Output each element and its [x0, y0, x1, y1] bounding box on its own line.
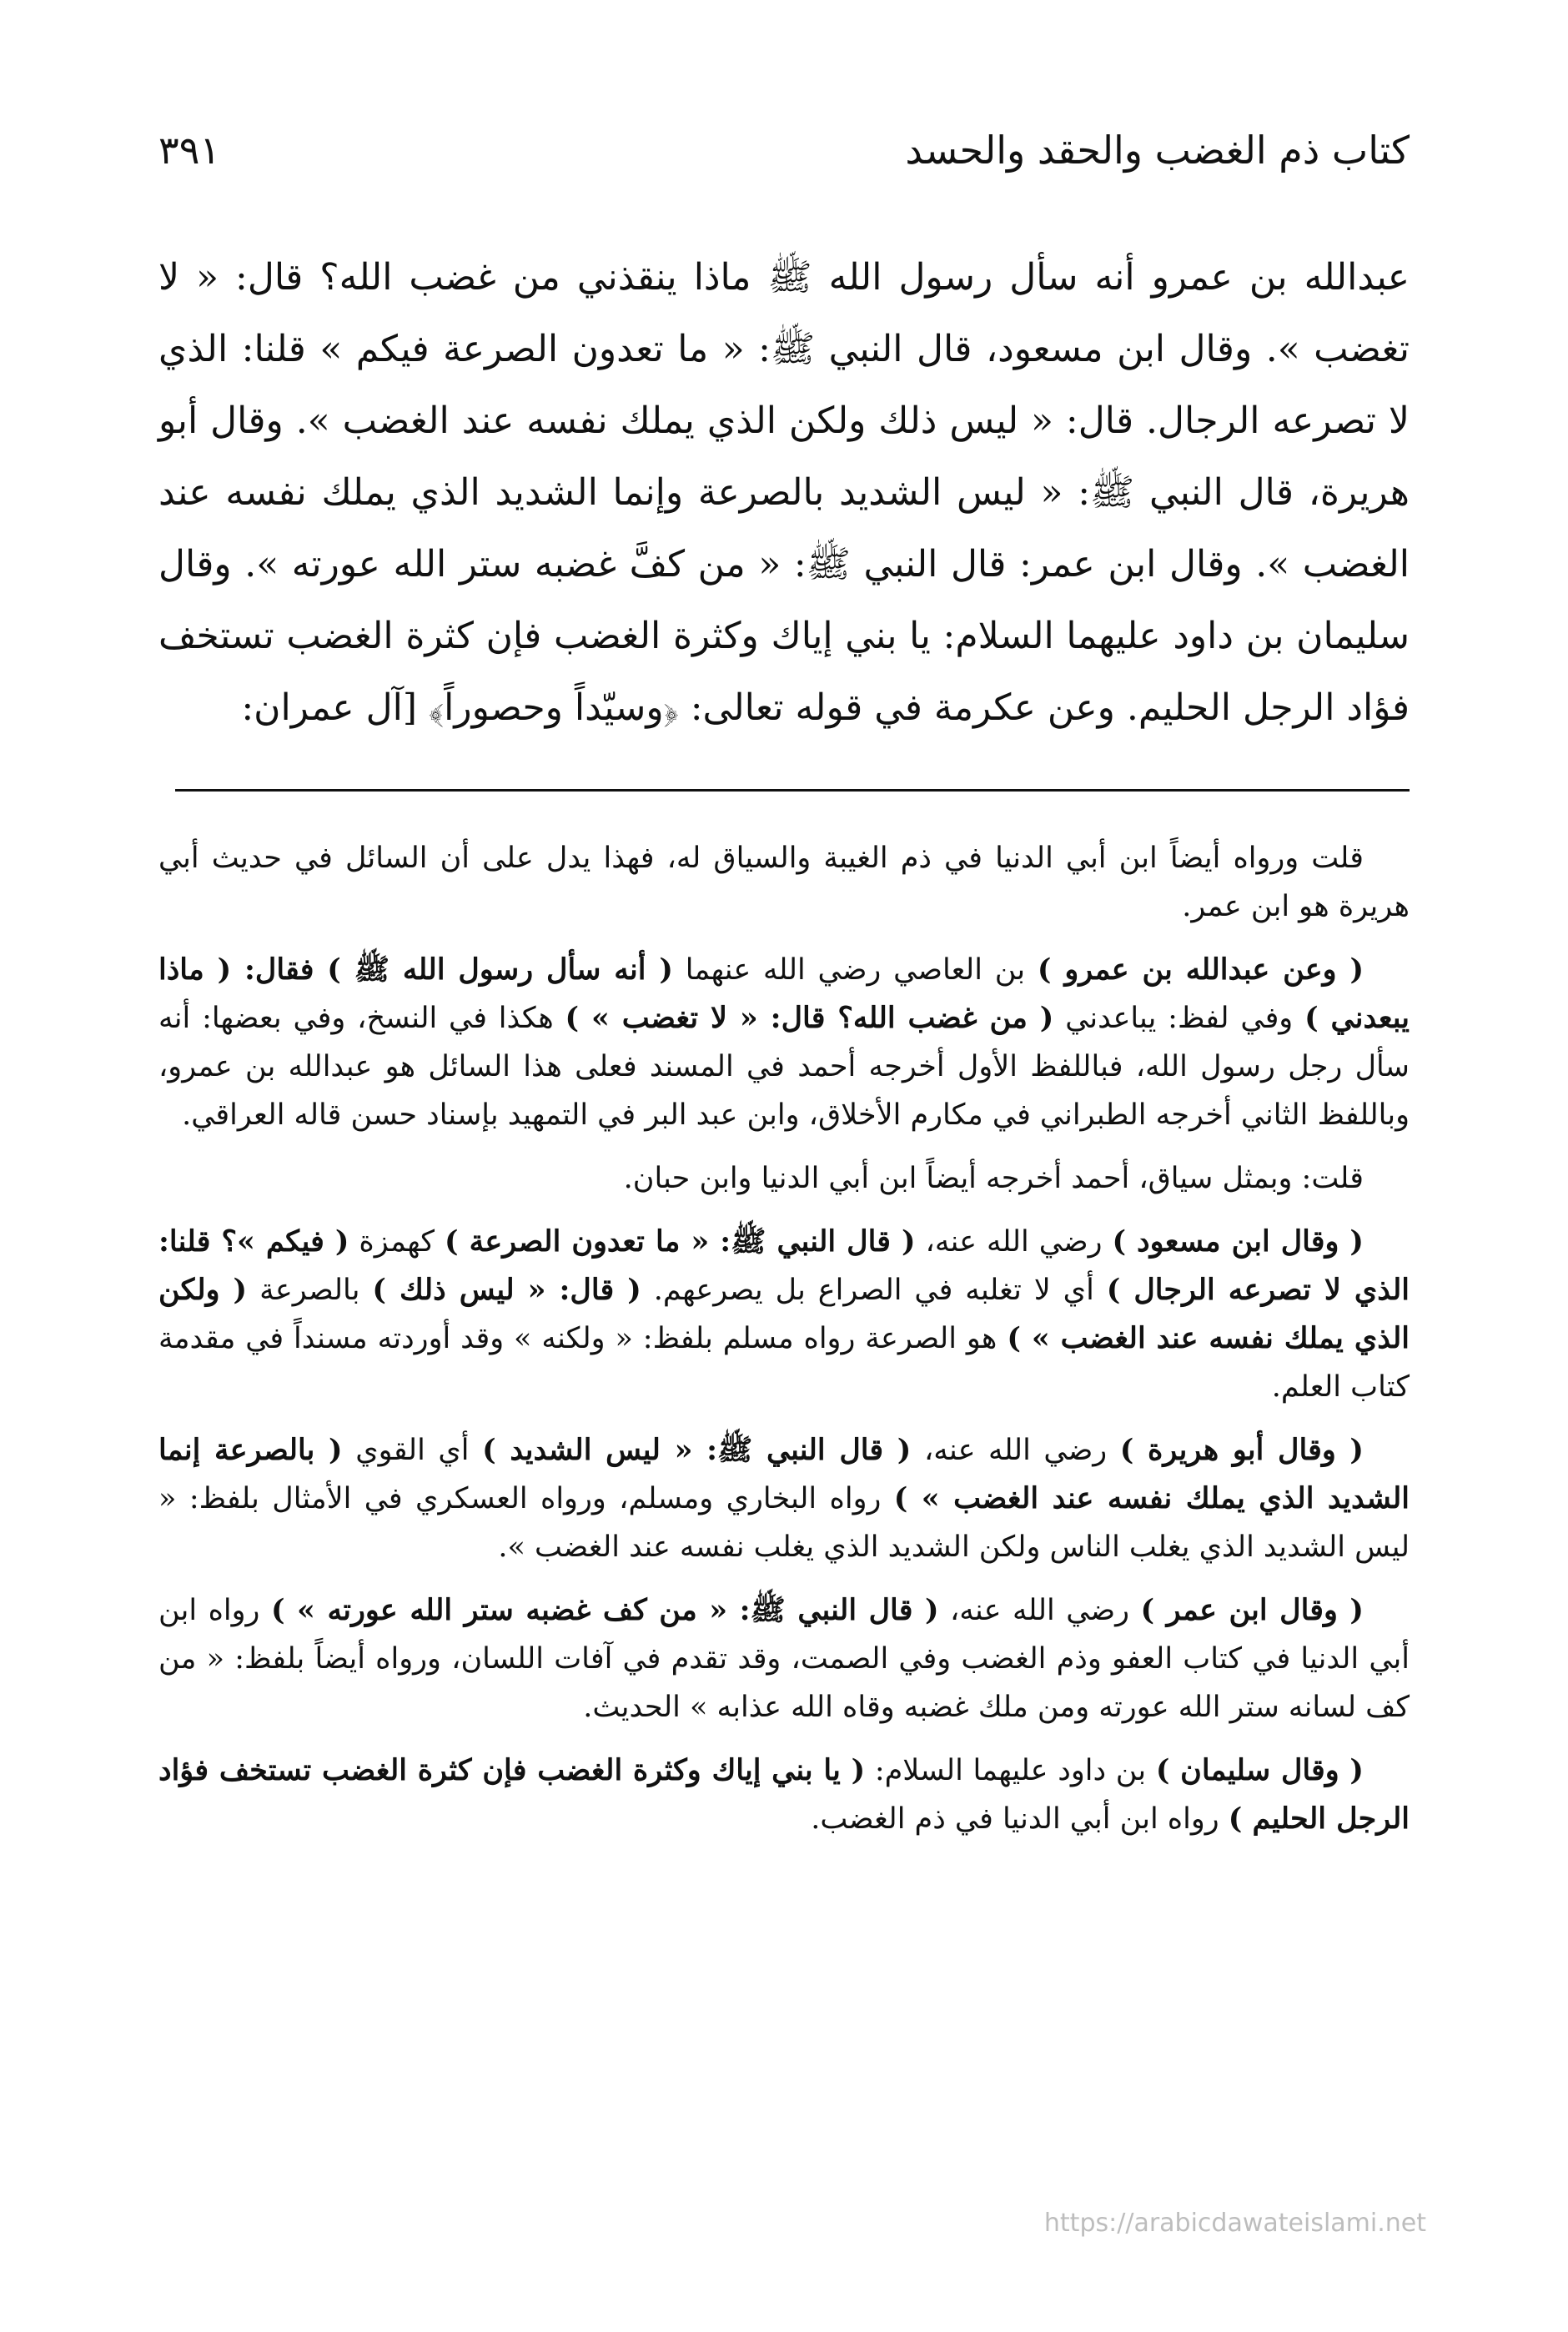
- note-paragraph: ( وقال سليمان ) بن داود عليهما السلام: ( يا بني إياك وكثرة الغضب فإن كثرة الغضب تستخف فؤاد الرجل الحليم ) رواه ابن أبي الدنيا في ذم الغضب.: [158, 1753, 1410, 1836]
- note-paragraph: قلت ورواه أيضاً ابن أبي الدنيا في ذم الغيبة والسياق له، فهذا يدل على أن السائل في حديث أبي هريرة هو ابن عمر.: [158, 842, 1410, 923]
- page-number: ٣٩١: [158, 128, 221, 173]
- watermark-url: https://arabicdawateislami.net: [1043, 2209, 1426, 2238]
- note-paragraph: قلت: وبمثل سياق، أحمد أخرجه أيضاً ابن أبي الدنيا وابن حبان.: [623, 1162, 1364, 1195]
- running-title: كتاب ذم الغضب والحقد والحسد: [905, 128, 1410, 173]
- note-paragraph: ( وقال ابن عمر ) رضي الله عنه، ( قال النبي ﷺ: « من كف غضبه ستر الله عورته » ) رواه ابن أبي الدنيا في كتاب العفو وذم الغضب وفي الصمت، وقد تقدم في آفات اللسان، ورواه أيضاً بلفظ: « من كف لسانه ستر الله عورته ومن ملك غضبه وقاه الله عذابه » الحديث.: [158, 1593, 1410, 1724]
- main-text: [158, 242, 1410, 744]
- commentary-notes: [158, 834, 1410, 1858]
- note-paragraph: ( وقال ابن مسعود ) رضي الله عنه، ( قال النبي ﷺ: « ما تعدون الصرعة ) كهمزة ( فيكم »؟ قلنا: الذي لا تصرعه الرجال ) أي لا تغلبه في الصراع بل يصرعهم. ( قال: « ليس ذلك ) بالصرعة ( ولكن الذي يملك نفسه عند الغضب » ) هو الصرعة رواه مسلم بلفظ: « ولكنه » وقد أوردته مسنداً في مقدمة كتاب العلم.: [158, 1224, 1410, 1404]
- footnote-divider: [175, 789, 1410, 792]
- page-header: [158, 117, 1410, 183]
- note-paragraph: ( وقال أبو هريرة ) رضي الله عنه، ( قال النبي ﷺ: « ليس الشديد ) أي القوي ( بالصرعة إنما الشديد الذي يملك نفسه عند الغضب » ) رواه البخاري ومسلم، ورواه العسكري في الأمثال بلفظ: « ليس الشديد الذي يغلب الناس ولكن الشديد الذي يغلب نفسه عند الغضب ».: [158, 1433, 1410, 1564]
- main-paragraph: عبدالله بن عمرو أنه سأل رسول الله ﷺ ماذا ينقذني من غضب الله؟ قال: « لا تغضب ». وقال ابن مسعود، قال النبي ﷺ: « ما تعدون الصرعة فيكم » قلنا: الذي لا تصرعه الرجال. قال: « ليس ذلك ولكن الذي يملك نفسه عند الغضب ». وقال أبو هريرة، قال النبي ﷺ: « ليس الشديد بالصرعة وإنما الشديد الذي يملك نفسه عند الغضب ». وقال ابن عمر: قال النبي ﷺ: « من كفَّ غضبه ستر الله عورته ». وقال سليمان بن داود عليهما السلام: يا بني إياك وكثرة الغضب فإن كثرة الغضب تستخف فؤاد الرجل الحليم. وعن عكرمة في قوله تعالى: ﴿وسيّداً وحصوراً﴾ [آل عمران:: [158, 256, 1410, 729]
- note-paragraph: ( وعن عبدالله بن عمرو ) بن العاصي رضي الله عنهما ( أنه سأل رسول الله ﷺ ) فقال: ( ماذا يبعدني ) وفي لفظ: يباعدني ( من غضب الله؟ قال: « لا تغضب » ) هكذا في النسخ، وفي بعضها: أنه سأل رجل رسول الله، فباللفظ الأول أخرجه أحمد في المسند فعلى هذا السائل هو عبدالله بن عمرو، وباللفظ الثاني أخرجه الطبراني في مكارم الأخلاق، وابن عبد البر في التمهيد بإسناد حسن قاله العراقي.: [158, 952, 1410, 1132]
